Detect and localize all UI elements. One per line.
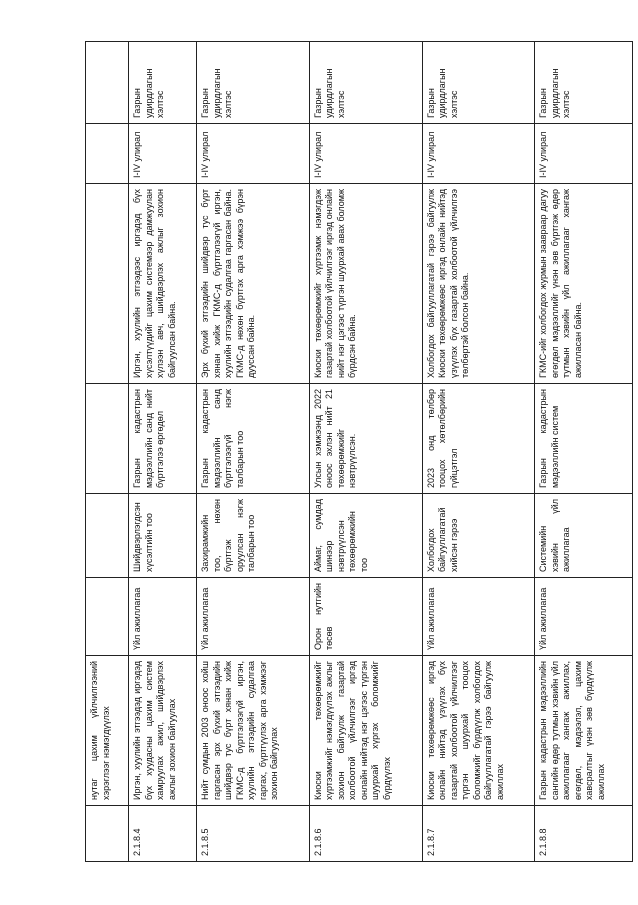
activity-cell: Иргэн, хуулийн этгээдэд иргэдэд бүх хуудасны цахим систем хамруулах ажил, шийдвэрлэх ажлыг зохион байгуулах [129,656,197,806]
indicator-cell: Захирамжийн тоо, нөхөн бүртгэж оруулсан нэгж талбарын тоо [197,494,310,578]
type-cell: Орон нутгийн төсөв [309,578,422,656]
target-cell: Улсын хэмжээнд 2022 оноос эхлэн нийт 21 төхөөрөмжийг нэвтрүүлсэн. [309,384,422,494]
result-cell: Иргэн, хуулийн этгээдээс иргэдэд бүх хүсэлтүүдийг цахим системээр дамжуулан хүлээн авч, шийдвэрлэх ажлыг зохион байгуулсан байна. [129,184,197,384]
target-cell: Газрын кадастрын мэдээллийн санд бүртгэлээгүй нэгж талбарын тоо [197,384,310,494]
type-cell [86,578,129,656]
result-cell: ГКМС-ийг холбогдох журмын заавраар дагуу өгөгдөл мэдээллийг үнэн зөв бүртгэж өдөр тутмын хэвийн үйл ажиллагааг хангаж ажилласан байна. [535,184,633,384]
target-cell: 2023 онд төлбөр тооцох хөтөлбөрийн гүйцэтгэл [422,384,535,494]
type-cell: Үйл ажиллагаа [197,578,310,656]
activity-cell: Нийт сумдын 2003 оноос хойш гаргасан эрх бүхий этгээдийн шийдвэр тус бүрт хянан хийж ГКМС-д бүртгэлээгүй иргэн, хуулийн этгээдийн судалгаа гаргах, бүртгүүлэх арга хэмжээг зохион байгуулах [197,656,310,806]
table-row [309,42,422,862]
result-cell: Эрх бүхий этгээдийн шийдвэр тус бүрт хянан хийж ГКМС-д бүртгэлээгүй иргэн, хуулийн этгээдийн судалгаа гаргасан байна. ГКМС-д нөхөн бүртгэх арга хэмжээ бүрэн дууссан байна. [197,184,310,384]
indicator-cell: Шийдвэрлэгдсэн хүсэлтийн тоо [129,494,197,578]
action-plan-table [85,41,633,862]
result-cell: Киоски төхөөрөмжийг хүртээмж нэмэгдэж газартай холбоотой үйлчилгээг иргэд онлайн нийт нэг цэгээс түргэн шуурхай авах боломж бүрдсэн байна. [309,184,422,384]
indicator-cell: Системийн хэвийн үйл ажиллагаа [535,494,633,578]
table-row [197,42,310,862]
period-cell: I-IV улирал [197,124,310,184]
org-cell: Газрын удирдлагын хэлтэс [535,42,633,124]
period-cell [86,124,129,184]
result-cell: Холбогдох байгууллагатай гэрээ байгуулж Киоски төхөөрөмжөөс иргэд онлайн нийтэд үзүүлэх бүх газартай холбоотой үйлчилгээ төлбөртэй болсон байна. [422,184,535,384]
result-cell [86,184,129,384]
indicator-cell: Аймаг, сумдад шинээр нэвтрүүлсэн төхөөрөмжийн тоо [309,494,422,578]
period-cell: I-IV улирал [129,124,197,184]
org-cell: Газрын удирдлагын хэлтэс [197,42,310,124]
period-cell: I-IV улирал [309,124,422,184]
org-cell: Газрын удирдлагын хэлтэс [309,42,422,124]
activity-cell: нутаг цахим үйлчилгээний хэрэглээг нэмэгдүүлэх [86,656,129,806]
row-number: 2.1.8.4 [129,806,197,862]
target-cell: Газрын кадастрын мэдээллийн систем [535,384,633,494]
activity-cell: Киоски төхөөрөмжөөс иргэд онлайн нийтэд үзүүлэх бүх газартай холбоотой үйлчилгээг түргэн шуурхай тооцох боломжийг бүрдүүлж холбогдох байгууллагатай гэрээ байгуулж ажиллах [422,656,535,806]
org-cell: Газрын удирдлагын хэлтэс [129,42,197,124]
target-cell [86,384,129,494]
activity-cell: Киоски төхөөрөмжийг хүртээмжийг нэмэгдүүлэх ажлыг зохион байгуулж газартай холбоотой үйлчилгээг иргэд онлайн нийтэд нэг цэгээс түргэн шуурхай хүргэх боломжийг бүрдүүлэх [309,656,422,806]
org-cell [86,42,129,124]
table-row [422,42,535,862]
table-row [86,42,129,862]
row-number: 2.1.8.6 [309,806,422,862]
activity-cell: Газрын кадастрын мэдээллийн сангийн өдөр тутмын хэвийн үйл ажиллагааг хангаж ажиллах, өгөгдөл, мэдээлэл, цахим хавсралтыг үнэн зөв бүрдүүлж ажиллах [535,656,633,806]
table-row [535,42,633,862]
row-number: 2.1.8.5 [197,806,310,862]
indicator-cell: Холбогдох байгууллагатай хийсэн гэрээ [422,494,535,578]
rotated-table-container [85,42,633,862]
indicator-cell [86,494,129,578]
target-cell: Газрын кадастрын мэдээллийн санд нийт бүртгэлээ өргөдөл [129,384,197,494]
table-row [129,42,197,862]
row-number [86,806,129,862]
type-cell: Үйл ажиллагаа [129,578,197,656]
row-number: 2.1.8.8 [535,806,633,862]
org-cell: Газрын удирдлагын хэлтэс [422,42,535,124]
period-cell: I-IV улирал [535,124,633,184]
type-cell: Үйл ажиллагаа [422,578,535,656]
type-cell: Үйл ажиллагаа [535,578,633,656]
period-cell: I-IV улирал [422,124,535,184]
row-number: 2.1.8.7 [422,806,535,862]
